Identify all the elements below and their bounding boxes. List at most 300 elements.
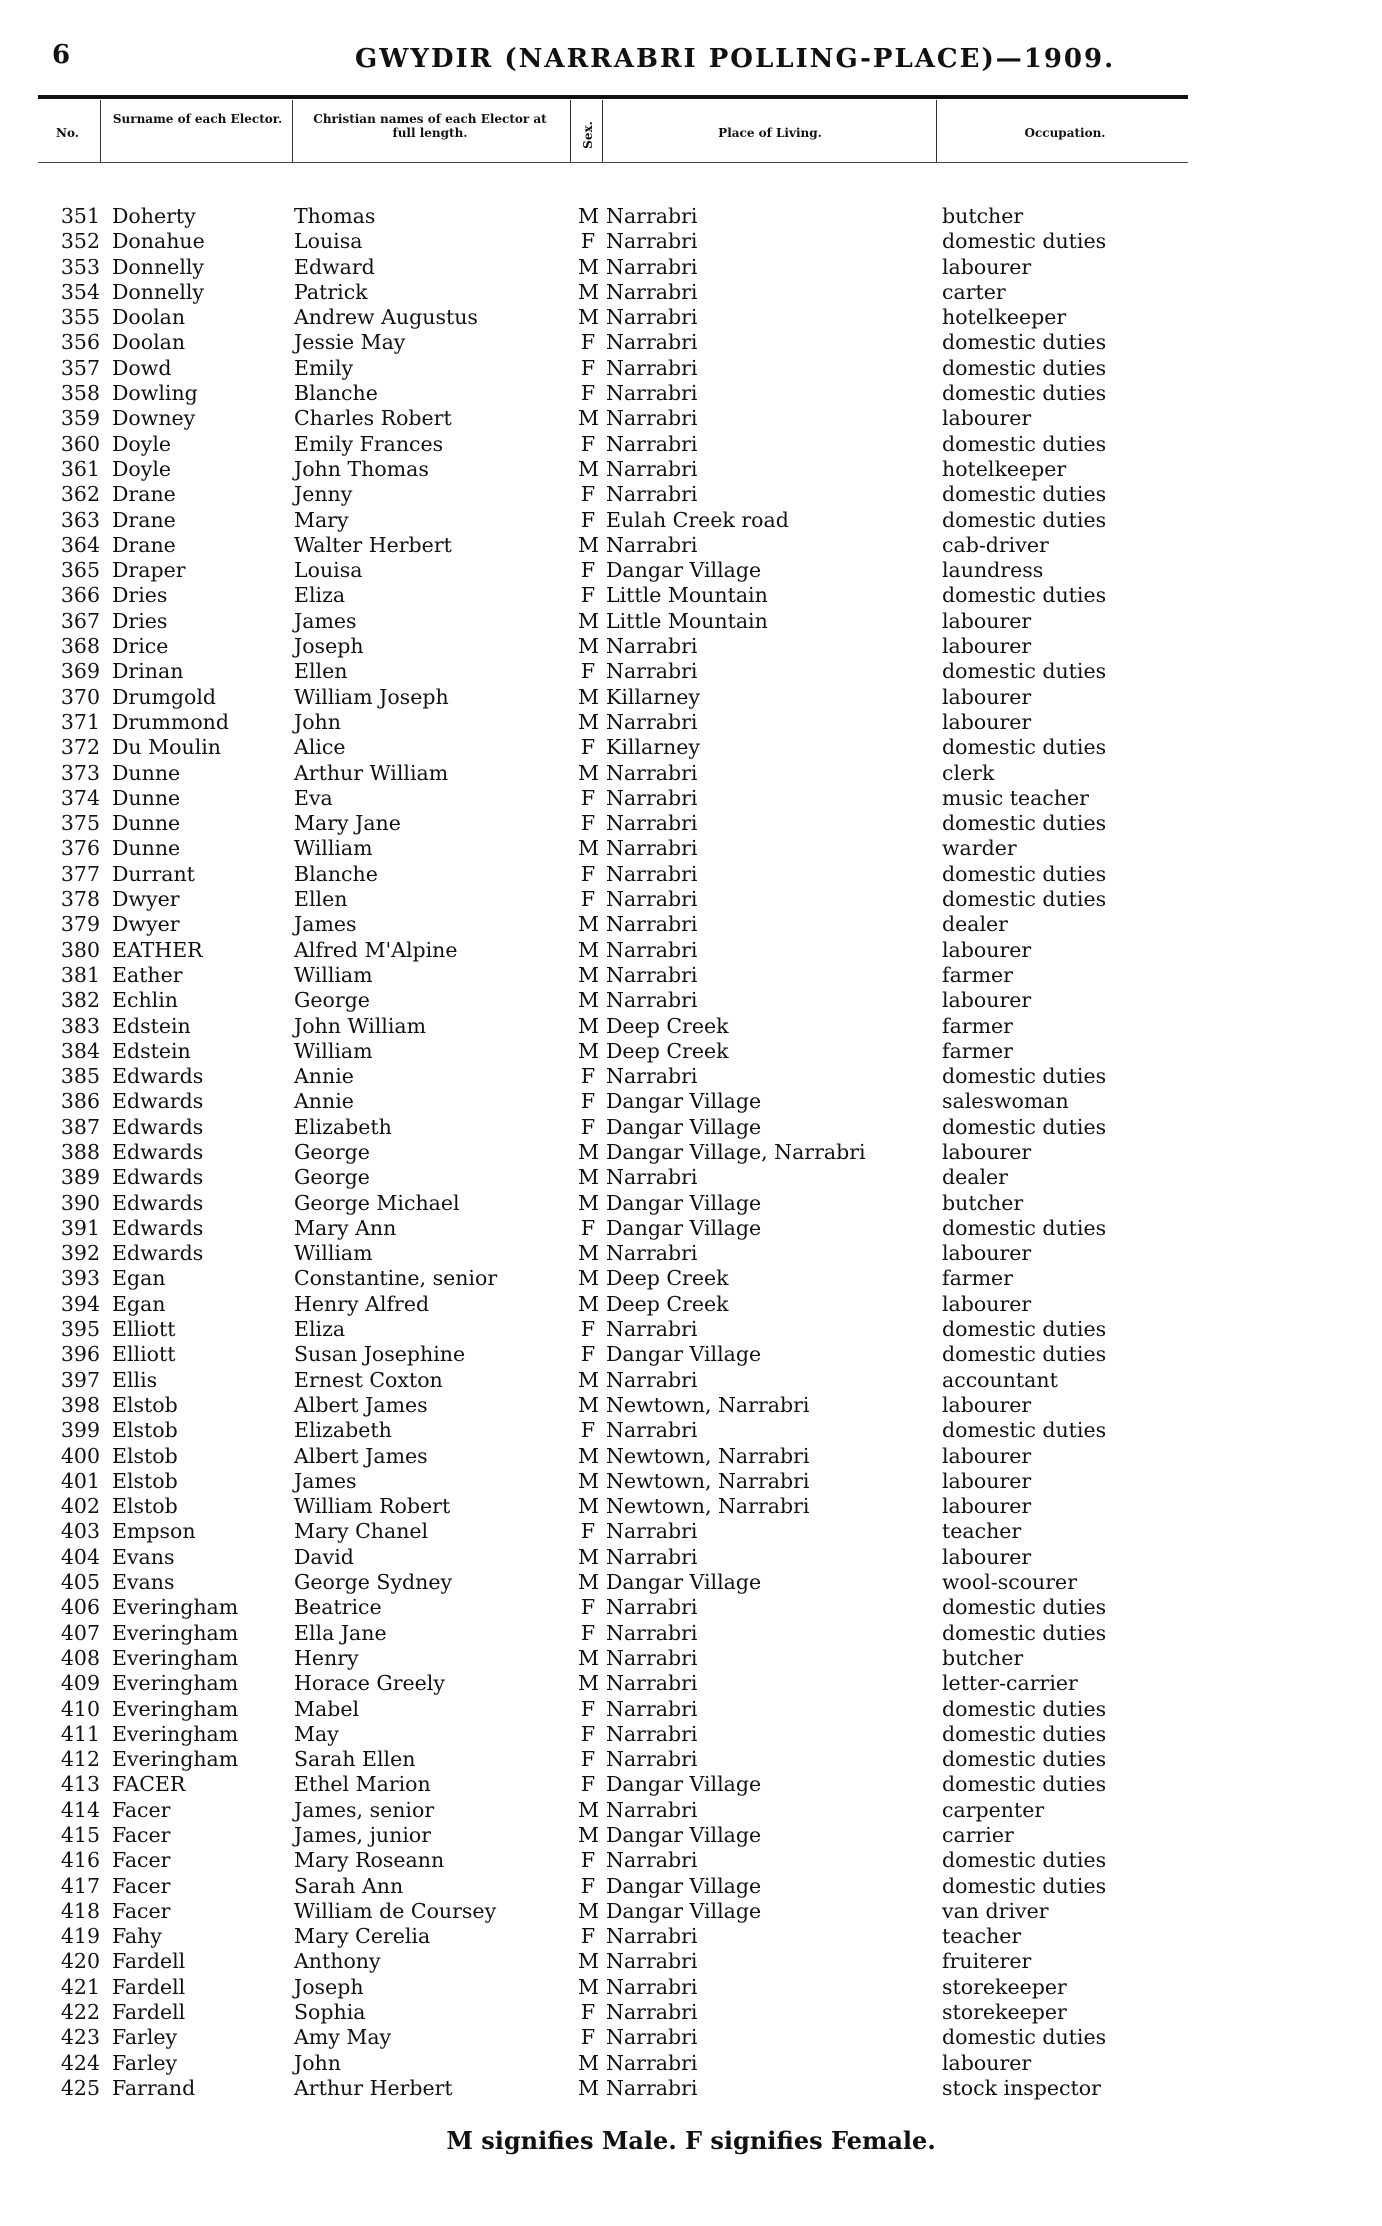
elector-sex: F [580,431,596,456]
elector-christian-names: Jessie May [294,330,406,355]
table-row [0,1165,1382,1190]
table-row [0,280,1382,305]
elector-place-of-living: Narrabri [606,988,698,1013]
table-row [0,457,1382,482]
elector-number: 360 [60,431,100,456]
table-row [0,1519,1382,1544]
elector-sex: M [578,1443,599,1468]
elector-christian-names: Thomas [294,204,376,228]
table-row [0,1064,1382,1089]
table-row [0,786,1382,811]
elector-christian-names: Anthony [294,1949,381,1974]
elector-sex: F [580,1064,596,1089]
elector-sex: M [578,1367,599,1392]
elector-surname: Facer [112,1848,171,1873]
table-row [0,1342,1382,1367]
elector-sex: F [580,1317,596,1342]
elector-number: 370 [60,684,100,709]
elector-number: 366 [60,583,100,608]
elector-place-of-living: Deep Creek [606,1013,729,1038]
elector-christian-names: Joseph [294,634,364,659]
elector-christian-names: Mary Roseann [294,1848,445,1873]
elector-occupation: labourer [942,1139,1032,1164]
elector-number: 359 [60,406,100,431]
elector-surname: Dunne [112,760,181,785]
elector-christian-names: Elizabeth [294,1114,392,1139]
elector-number: 384 [60,1038,100,1063]
elector-surname: Fardell [112,2000,186,2025]
table-row [0,1191,1382,1216]
elector-number: 385 [60,1064,100,1089]
elector-occupation: domestic duties [942,1317,1107,1342]
elector-number: 382 [60,988,100,1013]
elector-place-of-living: Narrabri [606,355,698,380]
elector-christian-names: Emily [294,355,354,380]
elector-number: 356 [60,330,100,355]
elector-occupation: farmer [942,1266,1013,1291]
elector-place-of-living: Narrabri [606,482,698,507]
elector-sex: F [580,2025,596,2050]
elector-place-of-living: Narrabri [606,406,698,431]
table-row [0,1089,1382,1114]
elector-occupation: domestic duties [942,507,1107,532]
elector-christian-names: Eliza [294,1317,346,1342]
elector-surname: Dwyer [112,912,180,937]
table-row [0,558,1382,583]
elector-christian-names: William Joseph [294,684,449,709]
elector-occupation: domestic duties [942,1418,1107,1443]
elector-number: 425 [60,2075,100,2100]
table-row [0,1115,1382,1140]
elector-occupation: labourer [942,1241,1032,1266]
elector-surname: Doyle [112,456,172,481]
elector-occupation: teacher [942,1519,1022,1544]
elector-occupation: domestic duties [942,1595,1107,1620]
elector-number: 358 [60,381,100,406]
col-head-sex: Sex. [581,121,595,149]
elector-number: 410 [60,1696,100,1721]
table-row [0,406,1382,431]
elector-occupation: domestic duties [942,1721,1107,1746]
elector-number: 403 [60,1519,100,1544]
elector-number: 405 [60,1570,100,1595]
elector-christian-names: James [294,912,357,937]
elector-christian-names: Mary Chanel [294,1519,429,1544]
elector-christian-names: Alice [294,735,346,760]
elector-surname: Farrand [112,2075,196,2100]
elector-christian-names: Ella Jane [294,1620,387,1645]
elector-place-of-living: Deep Creek [606,1266,729,1291]
elector-place-of-living: Narrabri [606,204,698,228]
elector-christian-names: Mabel [294,1696,360,1721]
col-divider [100,100,101,162]
elector-sex: M [578,1797,599,1822]
elector-sex: F [580,1721,596,1746]
elector-surname: Drumgold [112,684,217,709]
elector-christian-names: Albert James [294,1392,428,1417]
elector-occupation: domestic duties [942,887,1107,912]
elector-christian-names: Annie [294,1089,354,1114]
elector-place-of-living: Narrabri [606,1696,698,1721]
table-row [0,1545,1382,1570]
elector-sex: M [578,1241,599,1266]
elector-place-of-living: Narrabri [606,937,698,962]
elector-sex: M [578,2075,599,2100]
elector-occupation: cab-driver [942,532,1049,557]
elector-sex: M [578,709,599,734]
elector-sex: F [580,1696,596,1721]
elector-surname: Edwards [112,1241,204,1266]
elector-place-of-living: Narrabri [606,229,698,254]
elector-place-of-living: Killarney [606,684,700,709]
elector-surname: Elliott [112,1317,176,1342]
header-rule [38,95,1188,99]
elector-surname: Du Moulin [112,735,222,760]
elector-list [0,204,1382,2101]
elector-occupation: fruiterer [942,1949,1032,1974]
elector-number: 377 [60,861,100,886]
table-row [0,988,1382,1013]
elector-sex: M [578,760,599,785]
elector-sex: M [578,634,599,659]
elector-number: 361 [60,456,100,481]
elector-occupation: labourer [942,1544,1032,1569]
elector-sex: F [580,861,596,886]
elector-sex: M [578,1392,599,1417]
elector-sex: F [580,507,596,532]
elector-sex: M [578,684,599,709]
elector-christian-names: Horace Greely [294,1671,445,1696]
elector-sex: M [578,1291,599,1316]
elector-place-of-living: Narrabri [606,1949,698,1974]
elector-christian-names: Eva [294,785,333,810]
elector-number: 406 [60,1595,100,1620]
elector-christian-names: William [294,1241,373,1266]
elector-place-of-living: Dangar Village [606,558,762,583]
elector-place-of-living: Narrabri [606,1645,698,1670]
elector-place-of-living: Narrabri [606,2000,698,2025]
table-row [0,1393,1382,1418]
elector-christian-names: George [294,1165,370,1190]
col-divider [570,100,571,162]
elector-place-of-living: Narrabri [606,456,698,481]
elector-surname: Egan [112,1266,166,1291]
elector-occupation: domestic duties [942,1342,1107,1367]
elector-number: 371 [60,709,100,734]
elector-christian-names: Susan Josephine [294,1342,466,1367]
elector-christian-names: Ernest Coxton [294,1367,443,1392]
elector-occupation: labourer [942,634,1032,659]
elector-number: 398 [60,1392,100,1417]
table-row [0,229,1382,254]
elector-occupation: labourer [942,1494,1032,1519]
elector-christian-names: Elizabeth [294,1418,392,1443]
elector-surname: Elstob [112,1392,178,1417]
table-row [0,659,1382,684]
elector-sex: F [580,1848,596,1873]
elector-christian-names: Louisa [294,229,363,254]
table-row [0,1949,1382,1974]
elector-place-of-living: Dangar Village [606,1190,762,1215]
elector-number: 399 [60,1418,100,1443]
elector-surname: Drummond [112,709,229,734]
elector-surname: Doherty [112,204,196,228]
elector-place-of-living: Narrabri [606,709,698,734]
elector-surname: Echlin [112,988,178,1013]
elector-occupation: teacher [942,1924,1022,1949]
page-number: 6 [52,40,71,70]
col-divider [602,100,603,162]
elector-surname: Dwyer [112,887,180,912]
elector-number: 390 [60,1190,100,1215]
elector-christian-names: George [294,988,370,1013]
elector-surname: Dunne [112,811,181,836]
elector-surname: Farley [112,2025,178,2050]
elector-surname: Empson [112,1519,196,1544]
elector-christian-names: Edward [294,254,375,279]
elector-surname: Donnelly [112,279,205,304]
elector-occupation: domestic duties [942,1064,1107,1089]
elector-christian-names: James, senior [294,1797,435,1822]
elector-surname: Doyle [112,431,172,456]
elector-number: 387 [60,1114,100,1139]
table-row [0,1722,1382,1747]
elector-christian-names: Blanche [294,861,378,886]
elector-number: 380 [60,937,100,962]
elector-occupation: farmer [942,962,1013,987]
elector-place-of-living: Dangar Village [606,1772,762,1797]
elector-surname: Fardell [112,1974,186,1999]
elector-christian-names: Joseph [294,1974,364,1999]
elector-number: 394 [60,1291,100,1316]
elector-surname: Dunne [112,785,181,810]
elector-sex: F [580,1089,596,1114]
elector-christian-names: David [294,1544,354,1569]
elector-number: 376 [60,836,100,861]
elector-christian-names: Ellen [294,659,348,684]
elector-place-of-living: Narrabri [606,2050,698,2075]
elector-occupation: laundress [942,558,1044,583]
elector-number: 352 [60,229,100,254]
elector-number: 353 [60,254,100,279]
table-row [0,432,1382,457]
elector-occupation: domestic duties [942,1848,1107,1873]
elector-surname: Drane [112,532,176,557]
elector-christian-names: Henry Alfred [294,1291,430,1316]
elector-surname: Eather [112,962,183,987]
elector-sex: M [578,1898,599,1923]
elector-sex: F [580,1873,596,1898]
elector-place-of-living: Little Mountain [606,608,768,633]
elector-number: 357 [60,355,100,380]
elector-sex: F [580,381,596,406]
elector-place-of-living: Narrabri [606,2075,698,2100]
elector-christian-names: Mary Cerelia [294,1924,431,1949]
elector-occupation: dealer [942,912,1008,937]
elector-occupation: carrier [942,1823,1014,1847]
elector-number: 393 [60,1266,100,1291]
elector-number: 378 [60,887,100,912]
elector-number: 411 [60,1721,100,1746]
elector-sex: F [580,558,596,583]
elector-surname: Durrant [112,861,195,886]
elector-surname: Dries [112,583,168,608]
elector-sex: F [580,1595,596,1620]
elector-sex: M [578,1468,599,1493]
elector-christian-names: Henry [294,1645,359,1670]
elector-sex: M [578,1823,599,1847]
elector-place-of-living: Narrabri [606,1367,698,1392]
elector-christian-names: Sarah Ann [294,1873,404,1898]
elector-place-of-living: Narrabri [606,811,698,836]
table-row [0,836,1382,861]
table-row [0,2051,1382,2076]
elector-occupation: labourer [942,254,1032,279]
elector-surname: Drane [112,507,176,532]
elector-surname: Doolan [112,330,186,355]
elector-christian-names: Mary Ann [294,1215,397,1240]
elector-sex: M [578,1570,599,1595]
table-row [0,1317,1382,1342]
elector-number: 420 [60,1949,100,1974]
elector-sex: M [578,836,599,861]
table-row [0,685,1382,710]
elector-place-of-living: Newtown, Narrabri [606,1468,810,1493]
elector-occupation: butcher [942,1190,1024,1215]
table-row [0,1266,1382,1291]
elector-sex: M [578,1544,599,1569]
elector-surname: Everingham [112,1595,239,1620]
elector-occupation: domestic duties [942,1114,1107,1139]
elector-place-of-living: Narrabri [606,1721,698,1746]
elector-place-of-living: Narrabri [606,1544,698,1569]
elector-place-of-living: Narrabri [606,532,698,557]
elector-surname: Edwards [112,1190,204,1215]
elector-christian-names: Amy May [294,2025,392,2050]
elector-place-of-living: Narrabri [606,1671,698,1696]
table-row [0,1671,1382,1696]
elector-sex: F [580,659,596,684]
elector-christian-names: Eliza [294,583,346,608]
elector-number: 383 [60,1013,100,1038]
elector-surname: Draper [112,558,186,583]
elector-number: 407 [60,1620,100,1645]
elector-place-of-living: Dangar Village, Narrabri [606,1139,866,1164]
elector-place-of-living: Deep Creek [606,1038,729,1063]
elector-place-of-living: Narrabri [606,1595,698,1620]
table-row [0,912,1382,937]
elector-occupation: domestic duties [942,355,1107,380]
elector-place-of-living: Dangar Village [606,1898,762,1923]
elector-sex: M [578,1038,599,1063]
elector-number: 381 [60,962,100,987]
elector-occupation: hotelkeeper [942,305,1067,330]
elector-occupation: domestic duties [942,811,1107,836]
elector-place-of-living: Dangar Village [606,1570,762,1595]
elector-surname: Doolan [112,305,186,330]
elector-occupation: saleswoman [942,1089,1069,1114]
col-head-no: No. [56,126,79,140]
elector-sex: F [580,355,596,380]
elector-christian-names: John [294,2050,341,2075]
elector-christian-names: James [294,1468,357,1493]
elector-place-of-living: Dangar Village [606,1873,762,1898]
elector-sex: M [578,305,599,330]
table-row [0,735,1382,760]
elector-surname: Everingham [112,1645,239,1670]
elector-surname: Facer [112,1823,171,1847]
table-row [0,1772,1382,1797]
elector-sex: M [578,1013,599,1038]
elector-number: 424 [60,2050,100,2075]
elector-occupation: domestic duties [942,431,1107,456]
elector-occupation: clerk [942,760,995,785]
elector-christian-names: William [294,962,373,987]
elector-number: 355 [60,305,100,330]
elector-surname: Edwards [112,1089,204,1114]
elector-number: 367 [60,608,100,633]
elector-occupation: labourer [942,684,1032,709]
elector-sex: M [578,532,599,557]
elector-occupation: labourer [942,1443,1032,1468]
elector-christian-names: John William [294,1013,427,1038]
elector-number: 409 [60,1671,100,1696]
elector-surname: Edwards [112,1064,204,1089]
table-row [0,1494,1382,1519]
elector-christian-names: John Thomas [294,456,429,481]
elector-sex: M [578,1266,599,1291]
elector-surname: Everingham [112,1696,239,1721]
elector-surname: Donnelly [112,254,205,279]
elector-number: 389 [60,1165,100,1190]
elector-occupation: letter-carrier [942,1671,1078,1696]
elector-number: 364 [60,532,100,557]
table-row [0,1975,1382,2000]
elector-place-of-living: Newtown, Narrabri [606,1392,810,1417]
elector-place-of-living: Narrabri [606,1974,698,1999]
table-row [0,204,1382,229]
elector-place-of-living: Narrabri [606,1241,698,1266]
elector-place-of-living: Narrabri [606,2025,698,2050]
elector-sex: F [580,1620,596,1645]
elector-occupation: farmer [942,1038,1013,1063]
elector-surname: Evans [112,1570,175,1595]
elector-place-of-living: Narrabri [606,861,698,886]
elector-occupation: carpenter [942,1797,1045,1822]
elector-christian-names: George Michael [294,1190,460,1215]
elector-place-of-living: Narrabri [606,1848,698,1873]
table-row [0,1241,1382,1266]
elector-occupation: domestic duties [942,1696,1107,1721]
elector-christian-names: Sophia [294,2000,366,2025]
elector-sex: F [580,887,596,912]
elector-occupation: labourer [942,608,1032,633]
elector-surname: FACER [112,1772,186,1797]
elector-christian-names: Ethel Marion [294,1772,431,1797]
table-row [0,1823,1382,1848]
table-row [0,255,1382,280]
elector-occupation: carter [942,279,1006,304]
elector-number: 419 [60,1924,100,1949]
elector-occupation: dealer [942,1165,1008,1190]
elector-number: 396 [60,1342,100,1367]
table-row [0,710,1382,735]
elector-sex: M [578,1139,599,1164]
elector-sex: M [578,912,599,937]
table-row [0,1570,1382,1595]
elector-sex: F [580,482,596,507]
col-head-occupation: Occupation. [1024,126,1106,140]
